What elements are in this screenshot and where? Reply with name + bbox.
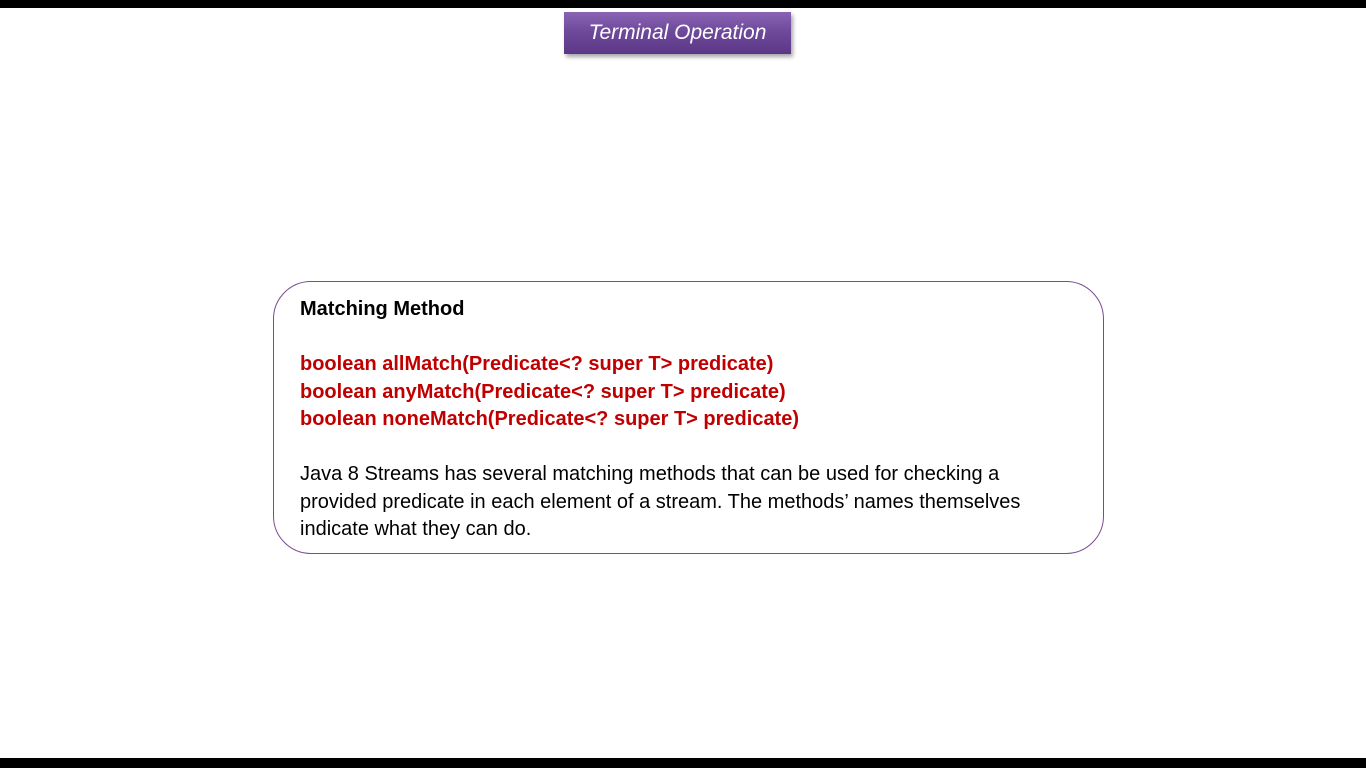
section-heading: Matching Method (300, 298, 465, 320)
content-box (273, 281, 1104, 554)
description-text: Java 8 Streams has several matching methods that can be used for checking a provided predicate in each element of a stream. The methods’ names themselves indicate what they can do. (300, 463, 1021, 540)
method-signature-list (300, 351, 1063, 434)
method-signature-anymatch: boolean anyMatch(Predicate<? super T> predicate) (300, 380, 786, 403)
slide (0, 8, 1366, 758)
method-signature-allmatch: boolean allMatch(Predicate<? super T> predicate) (300, 353, 774, 375)
content-box-body (300, 296, 1063, 544)
method-signature-nonematch: boolean noneMatch(Predicate<? super T> predicate) (300, 408, 800, 430)
title-banner (564, 12, 791, 54)
slide-title: Terminal Operation (588, 21, 767, 44)
